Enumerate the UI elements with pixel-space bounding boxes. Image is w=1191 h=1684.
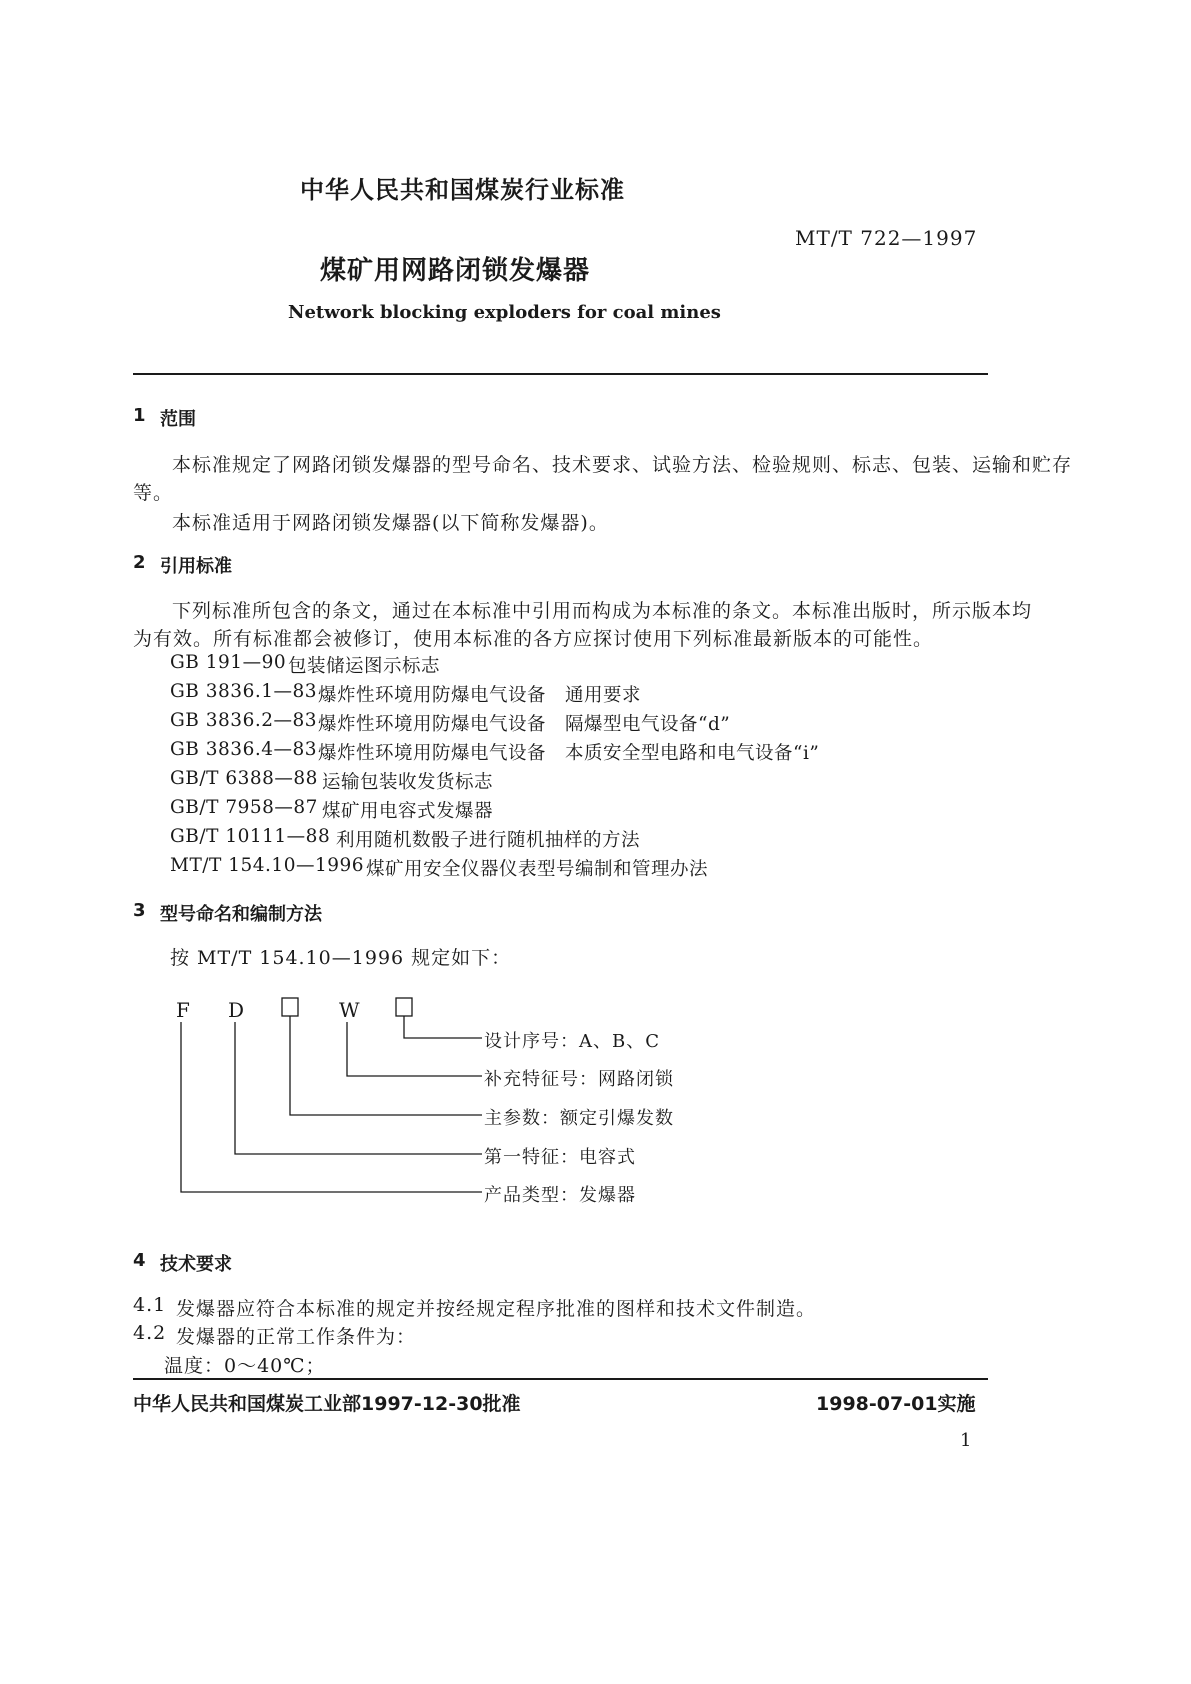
clause-4-1-number: 4.1	[133, 1294, 167, 1316]
standard-number: MT/T 722—1997	[795, 226, 978, 250]
section-4-title: 技术要求	[160, 1254, 232, 1275]
reference-name: 利用随机数骰子进行随机抽样的方法	[336, 830, 641, 851]
connector-first-feature	[235, 1022, 482, 1154]
diagram-label-design-seq: 设计序号：A、B、C	[484, 1031, 660, 1052]
model-letter-f: F	[176, 998, 190, 1022]
clause-4-2-text: 发爆器的正常工作条件为：	[176, 1326, 417, 1348]
section-4-number: 4	[133, 1250, 146, 1271]
section-2-title: 引用标准	[160, 556, 232, 577]
reference-name: 爆炸性环境用防爆电气设备 通用要求	[318, 685, 642, 706]
reference-name: 煤矿用电容式发爆器	[322, 801, 494, 822]
clause-4-2-number: 4.2	[133, 1322, 167, 1344]
approval-statement: 中华人民共和国煤炭工业部1997-12-30批准	[133, 1393, 521, 1415]
reference-code: MT/T 154.10—1996	[170, 855, 365, 876]
section-3-title: 型号命名和编制方法	[160, 904, 322, 925]
clause-4-1-text: 发爆器应符合本标准的规定并按经规定程序批准的图样和技术文件制造。	[176, 1298, 817, 1320]
document-title: 煤矿用网路闭锁发爆器	[320, 256, 591, 286]
org-title: 中华人民共和国煤炭行业标准	[300, 176, 625, 204]
footer-rule	[133, 1378, 988, 1380]
connector-parameter	[290, 1016, 482, 1115]
section-1-title: 范围	[160, 409, 196, 430]
connector-design-seq	[404, 1016, 482, 1038]
temperature-condition: 温度：0～40℃；	[164, 1355, 326, 1377]
reference-code: GB/T 10111—88	[170, 826, 331, 847]
reference-code: GB/T 7958—87	[170, 797, 318, 818]
reference-code: GB 3836.2—83	[170, 710, 318, 731]
diagram-label-product-type: 产品类型：发爆器	[484, 1185, 636, 1206]
model-letter-w: W	[339, 998, 360, 1022]
document-title-english: Network blocking exploders for coal mines	[288, 302, 721, 323]
reference-code: GB 191—90	[170, 652, 287, 673]
diagram-label-parameter: 主参数：额定引爆发数	[484, 1108, 674, 1129]
section-1-paragraph-line: 本标准规定了网路闭锁发爆器的型号命名、技术要求、试验方法、检验规则、标志、包装、运输和贮存	[172, 454, 1073, 476]
reference-code: GB 3836.4—83	[170, 739, 318, 760]
diagram-label-supplement: 补充特征号：网路闭锁	[484, 1069, 674, 1090]
section-1-number: 1	[133, 405, 146, 426]
diagram-label-first-feature: 第一特征：电容式	[484, 1147, 636, 1168]
reference-name: 爆炸性环境用防爆电气设备 隔爆型电气设备“d”	[318, 714, 731, 735]
section-1-paragraph: 本标准适用于网路闭锁发爆器(以下简称发爆器)。	[172, 512, 609, 534]
section-2-paragraph-line: 下列标准所包含的条文，通过在本标准中引用而构成为本标准的条文。本标准出版时，所示版本均	[172, 600, 1033, 622]
design-seq-box	[396, 998, 412, 1016]
section-3-intro: 按 MT/T 154.10—1996 规定如下：	[170, 947, 512, 969]
implementation-date: 1998-07-01实施	[816, 1393, 976, 1415]
reference-name: 煤矿用安全仪器仪表型号编制和管理办法	[366, 859, 709, 880]
model-letter-d: D	[228, 998, 245, 1022]
reference-name: 运输包装收发货标志	[322, 772, 494, 793]
reference-code: GB 3836.1—83	[170, 681, 318, 702]
section-3-number: 3	[133, 900, 146, 921]
section-1-paragraph-line: 等。	[133, 482, 174, 504]
connector-product-type	[181, 1022, 482, 1192]
section-2-number: 2	[133, 552, 146, 573]
parameter-box	[282, 998, 298, 1016]
reference-name: 包装储运图示标志	[288, 656, 441, 677]
section-2-paragraph-line: 为有效。所有标准都会被修订，使用本标准的各方应探讨使用下列标准最新版本的可能性。	[133, 628, 934, 650]
reference-code: GB/T 6388—88	[170, 768, 318, 789]
reference-name: 爆炸性环境用防爆电气设备 本质安全型电路和电气设备“i”	[318, 743, 820, 764]
page-number: 1	[960, 1430, 972, 1451]
connector-supplement	[347, 1022, 482, 1076]
